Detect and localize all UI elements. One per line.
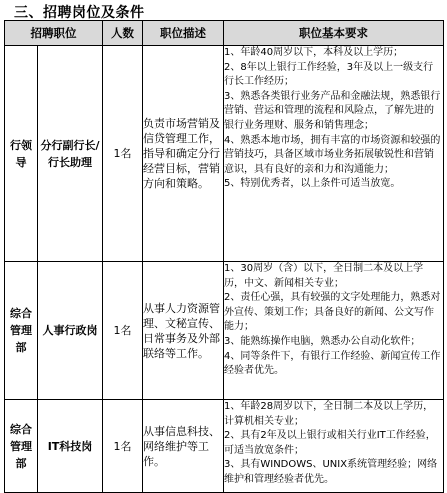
requirement-item: 4、熟悉本地市场，拥有丰富的市场资源和较强的营销技巧，具备区域市场业务拓展敏锐性和营销意识，具有良好的亲和力和沟通能力； — [224, 134, 441, 175]
recruitment-table — [4, 20, 444, 493]
header-requirements: 职位基本要求 — [224, 21, 444, 46]
count-cell: 1名 — [103, 400, 143, 493]
header-position: 招聘职位 — [5, 21, 103, 46]
table-row — [5, 400, 444, 493]
department-cell: 综合管理部 — [5, 400, 38, 493]
requirement-item: 5、特别优秀者，以上条件可适当放宽。 — [224, 178, 401, 190]
requirement-item: 2、责任心强，具有较强的文字处理能力，熟悉对外宣传、策划工作；具备良好的新闻、公文写作能力； — [224, 292, 441, 333]
section-title: 三、招聘岗位及条件 — [14, 5, 145, 21]
requirement-item: 1、年龄40周岁以下，本科及以上学历； — [224, 47, 404, 58]
description-cell: 从事信息科技、网络维护等工作。 — [143, 400, 224, 493]
header-description: 职位描述 — [143, 21, 224, 46]
count-cell: 1名 — [103, 46, 143, 262]
position-cell: 人事行政岗 — [38, 262, 103, 400]
requirement-item: 3、具有WINDOWS、UNIX系统管理经验；网络维护和管理经验者优先。 — [224, 459, 438, 485]
table-row — [5, 46, 444, 262]
requirements-cell — [224, 400, 444, 493]
description-cell: 从事人力资源管理、文秘宣传、日常事务及外部联络等工作。 — [143, 262, 224, 400]
requirements-cell — [224, 262, 444, 400]
position-cell: 分行副行长/行长助理 — [38, 46, 103, 262]
department-cell: 综合管理部 — [5, 262, 38, 400]
requirements-cell — [224, 46, 444, 262]
position-cell: IT科技岗 — [38, 400, 103, 493]
table-header-row — [5, 21, 444, 46]
requirement-item: 3、能熟练操作电脑，熟悉办公自动化软件； — [224, 335, 421, 347]
requirement-item: 2、具有2年及以上银行或相关行业IT工作经验，可适当放宽条件； — [224, 430, 436, 456]
requirement-item: 2、8年以上银行工作经验，3年及以上一级支行行长工作经历； — [224, 61, 434, 88]
department-cell: 行领导 — [5, 46, 38, 262]
count-cell: 1名 — [103, 262, 143, 400]
requirement-item: 4、同等条件下，有银行工作经验、新闻宣传工作经验者优先。 — [224, 350, 441, 377]
description-cell: 负责市场营销及信贷管理工作，指导和确定分行经营目标，营销方向和策略。 — [143, 46, 224, 262]
requirement-item: 3、熟悉各类银行业务产品和金融法规，熟悉银行营销、营运和管理的流程和风险点，了解先进的银行业务理财、服务和销售理念； — [224, 90, 441, 131]
table-row — [5, 262, 444, 400]
requirement-item: 1、年龄28周岁以下，全日制二本及以上学历，计算机相关专业； — [224, 401, 434, 427]
requirement-item: 1、30周岁（含）以下，全日制二本及以上学历，中文、新闻相关专业； — [224, 263, 424, 289]
header-count: 人数 — [103, 21, 143, 46]
